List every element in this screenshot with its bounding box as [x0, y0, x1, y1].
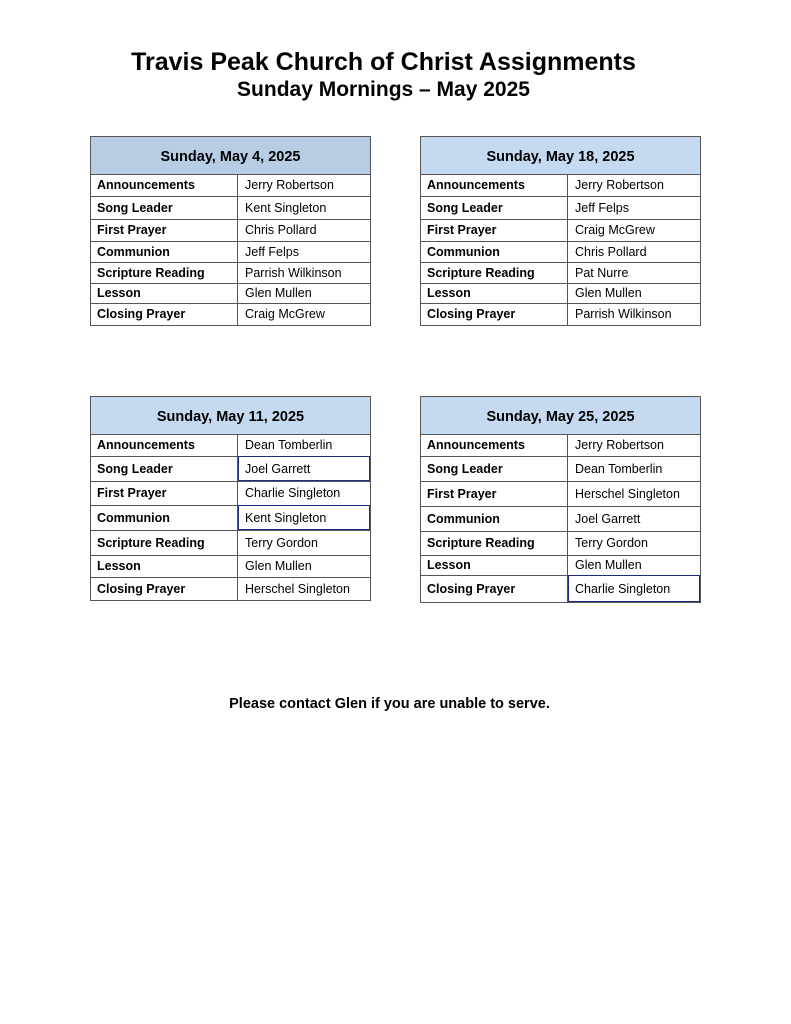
assignee-name: Chris Pollard: [568, 241, 701, 262]
schedule-date-header: Sunday, May 11, 2025: [91, 397, 370, 435]
assignee-name: Jerry Robertson: [245, 178, 334, 193]
assignee-name: Parrish Wilkinson: [568, 303, 701, 325]
role-label: Communion: [421, 241, 568, 262]
role-label: Announcements: [421, 435, 568, 456]
assignee-name: Kent Singleton: [238, 505, 371, 530]
contact-note: Please contact Glen if you are unable to serve.: [229, 696, 550, 712]
role-label: Announcements: [91, 435, 238, 456]
role-label: Lesson: [91, 555, 238, 577]
schedule-date-header: Sunday, May 18, 2025: [421, 137, 700, 175]
schedule-may-18: [420, 136, 701, 326]
role-label: Song Leader: [421, 456, 568, 481]
assignee-name: Dean Tomberlin: [568, 456, 701, 481]
assignee-name: Chris Pollard: [238, 219, 371, 241]
assignee-name: Glen Mullen: [238, 283, 371, 303]
role-label: First Prayer: [91, 481, 238, 505]
assignee-name: Glen Mullen: [238, 555, 371, 577]
assignee-name: Joel Garrett: [568, 506, 701, 531]
assignee-name: Pat Nurre: [568, 262, 701, 283]
role-label: First Prayer: [91, 219, 238, 241]
role-label: Lesson: [421, 283, 568, 303]
assignee-name: Terry Gordon: [238, 530, 371, 555]
page-subtitle: Sunday Mornings – May 2025: [237, 78, 530, 101]
schedule-may-4: [90, 136, 371, 326]
assignee-name: Jeff Felps: [568, 196, 701, 219]
role-label: Communion: [91, 241, 238, 262]
role-label: First Prayer: [421, 481, 568, 506]
schedule-may-25: [420, 396, 701, 603]
role-label: Lesson: [91, 283, 238, 303]
role-label: Scripture Reading: [421, 262, 568, 283]
assignee-name: Craig McGrew: [238, 303, 371, 325]
role-label: First Prayer: [421, 219, 568, 241]
assignee-name: Joel Garrett: [238, 456, 371, 481]
role-label: Scripture Reading: [91, 262, 238, 283]
assignee-name: Jerry Robertson: [575, 438, 664, 453]
role-label: Communion: [91, 505, 238, 530]
role-label: Closing Prayer: [421, 575, 568, 602]
assignee-name: Parrish Wilkinson: [238, 262, 371, 283]
assignee-name: Charlie Singleton: [238, 481, 371, 505]
role-label: Song Leader: [91, 196, 238, 219]
assignee-name: Jerry Robertson: [575, 178, 664, 193]
assignee-name: Herschel Singleton: [238, 577, 371, 600]
schedule-date-header: Sunday, May 4, 2025: [91, 137, 370, 175]
assignee-name: Glen Mullen: [568, 555, 701, 575]
role-label: Closing Prayer: [421, 303, 568, 325]
role-label: Announcements: [421, 175, 568, 196]
assignee-name: Terry Gordon: [568, 531, 701, 555]
schedule-may-11: [90, 396, 371, 601]
schedule-date-header: Sunday, May 25, 2025: [421, 397, 700, 435]
assignee-name: Glen Mullen: [568, 283, 701, 303]
role-label: Scripture Reading: [91, 530, 238, 555]
assignee-name: Charlie Singleton: [568, 575, 701, 602]
assignee-name: Dean Tomberlin: [245, 438, 333, 453]
assignee-name: Craig McGrew: [568, 219, 701, 241]
assignee-name: Jeff Felps: [238, 241, 371, 262]
assignee-name: Herschel Singleton: [568, 481, 701, 506]
role-label: Closing Prayer: [91, 303, 238, 325]
role-label: Closing Prayer: [91, 577, 238, 600]
assignee-name: Kent Singleton: [238, 196, 371, 219]
role-label: Scripture Reading: [421, 531, 568, 555]
role-label: Lesson: [421, 555, 568, 575]
page-title: Travis Peak Church of Christ Assignments: [131, 48, 636, 76]
role-label: Song Leader: [421, 196, 568, 219]
role-label: Communion: [421, 506, 568, 531]
role-label: Announcements: [91, 175, 238, 196]
role-label: Song Leader: [91, 456, 238, 481]
